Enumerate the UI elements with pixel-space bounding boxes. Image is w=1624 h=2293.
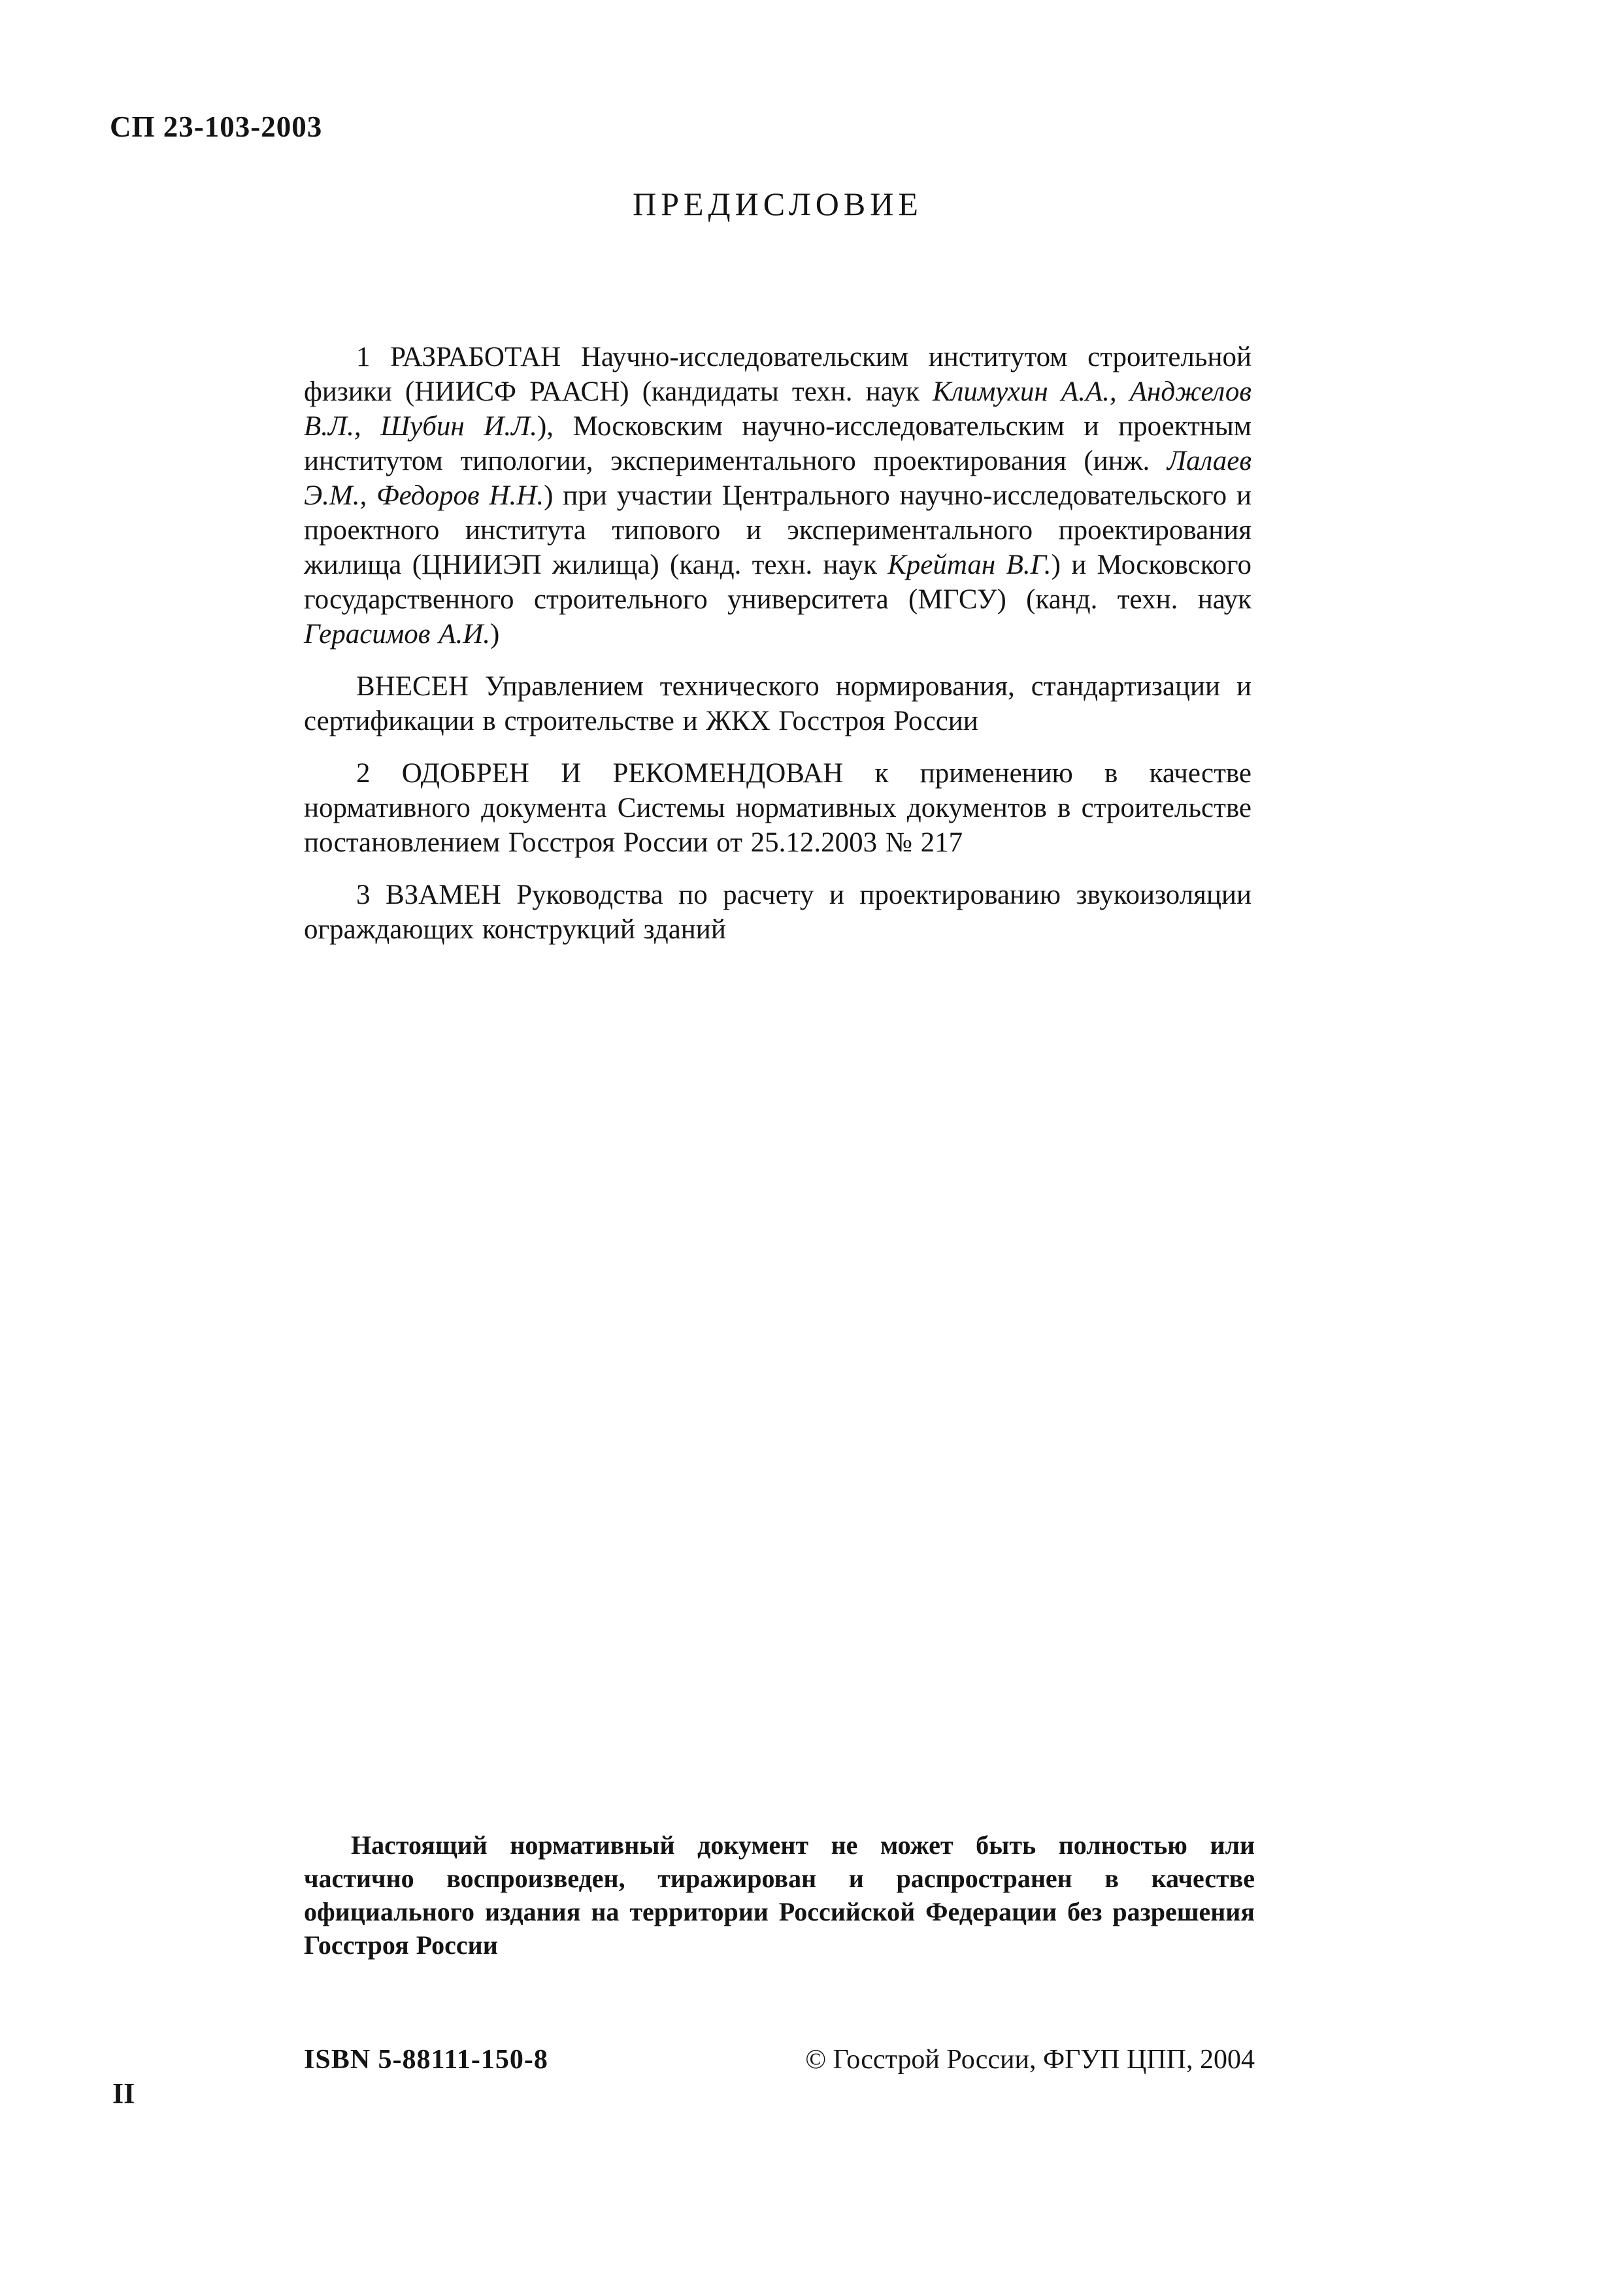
text-run: ВНЕСЕН Управлением технического нормирования, стандартизации и сертификации в строительстве и ЖКХ Госстроя России xyxy=(304,671,1251,736)
text-run: 1 РАЗРАБОТАН Научно-исследовательским институтом строительной физики (НИИСФ РААСН) (кандидаты техн. наук xyxy=(304,342,1251,407)
person-name-text-run: Герасимов А.И. xyxy=(304,619,491,650)
doc-code: СП 23-103-2003 xyxy=(110,110,323,143)
text-run: ) при участии Центрального научно-исследовательского и проектного института типового и экспериментального проектирования жилища (ЦНИИЭП жилища) (канд. техн. наук xyxy=(304,480,1251,580)
isbn-row xyxy=(304,2044,1255,2075)
page-title: ПРЕДИСЛОВИЕ xyxy=(633,186,923,222)
copyright-notice: Настоящий нормативный документ не может быть полностью или частично воспроизведен, тиражирован и распространен в качестве официального издания на территории Российской Федерации без разрешения Госстроя России xyxy=(304,1830,1255,1960)
publisher-copyright: © Госстрой России, ФГУП ЦПП, 2004 xyxy=(805,2045,1255,2075)
text-run: 3 ВЗАМЕН Руководства по расчету и проектированию звукоизоляции ограждающих конструкций зданий xyxy=(304,880,1251,945)
person-name-text-run: Лалаев Э.М., Федоров Н.Н. xyxy=(304,446,1251,511)
preface-paragraphs xyxy=(304,340,1251,965)
isbn-number: ISBN 5-88111-150-8 xyxy=(304,2045,548,2075)
paragraph xyxy=(304,878,1251,947)
paragraph xyxy=(304,340,1251,652)
person-name-text-run: Климухин А.А., Анджелов В.Л., Шубин И.Л. xyxy=(304,376,1251,442)
text-run: ), Московским научно-исследовательским и проектным институтом типологии, экспериментального проектирования (инж. xyxy=(304,411,1251,476)
text-run: ) xyxy=(490,619,500,650)
text-run: ) и Московского государственного строительного университета (МГСУ) (канд. техн. наук xyxy=(304,550,1251,615)
text-run: 2 ОДОБРЕН И РЕКОМЕНДОВАН к применению в качестве нормативного документа Системы нормативных документов в строительстве постановлением Госстроя России от 25.12.2003 № 217 xyxy=(304,758,1251,858)
paragraph xyxy=(304,756,1251,860)
person-name-text-run: Крейтан В.Г. xyxy=(887,550,1052,580)
paragraph xyxy=(304,669,1251,738)
page-number: II xyxy=(112,2077,135,2109)
